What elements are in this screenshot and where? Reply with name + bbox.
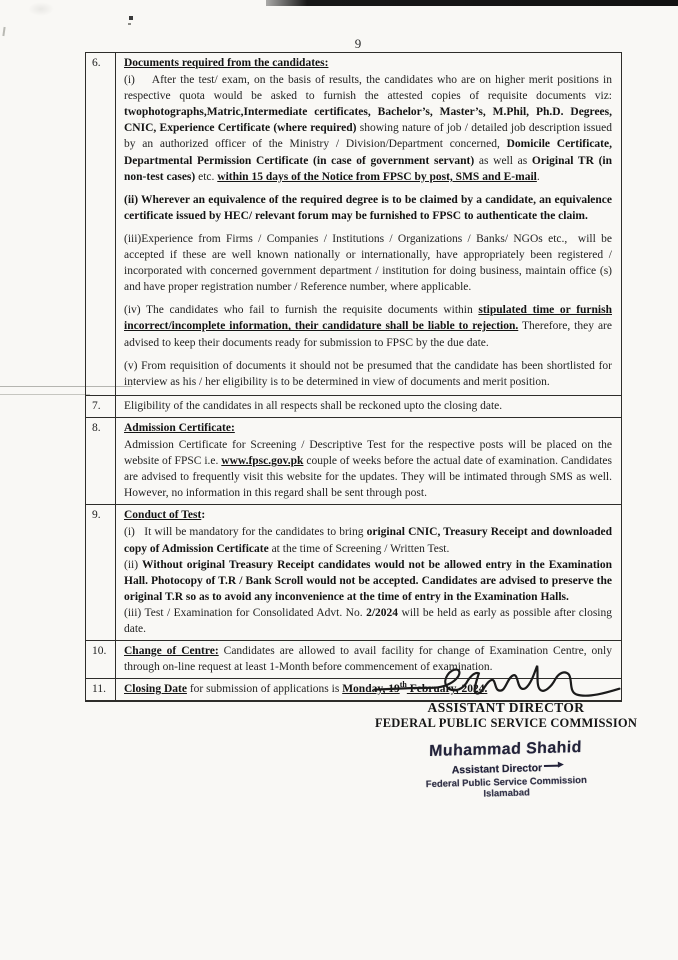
row-content [116,396,621,417]
text-run: (v) From requisition of documents it should not be presumed that the candidate has been shortlisted for interview as his / her eligibility is to be determined in view of documents and merit position. [124,359,612,388]
row-content [116,505,621,640]
text-run: as well as [478,154,532,167]
text-run: stipulated time or furnish incorrect/incomplete information, their candidature shall be liable to rejection. [124,304,612,333]
page-number: 9 [354,36,362,51]
text-run: (ii) [124,558,143,571]
text-run: Documents required from the candidates: [124,57,329,69]
table-row [86,396,621,418]
text-run: within 15 days of the Notice from FPSC by post, SMS and E-mail [217,170,537,183]
text-run: Admission Certificate: [124,421,235,434]
row-content [116,53,621,395]
signature-scribble-icon [368,660,626,704]
text-run: couple of weeks before the actual date of examination. Candidates are advised to frequently visit this website for the updates. They will be intimated through SMS as well. However, no information in this regard shall be sent through post. [124,455,612,500]
text-run: Without original Treasury Receipt candidates would not be allowed entry in the Examination Hall. Photocopy of T.R / Bank Scroll would not be accepted. Candidates are advised to preserve the original T.R so as to avoid any inconvenience at the time of entry in the Examination Halls. [124,558,612,603]
text-run: Monday, 19 [342,683,400,696]
signatory-title: ASSISTANT DIRECTOR [427,700,585,715]
scan-artifact-top-bar [266,0,678,6]
text-run: for submission of applications is [186,683,343,696]
text-run: Original TR (in non-test cases) [124,154,612,183]
scan-artifact-smudge [28,2,54,16]
text-run: (iv) The candidates who fail to furnish the requisite documents within [124,304,479,317]
row-paragraph [124,72,612,185]
row-number: 6. [86,53,116,395]
row-paragraph [124,358,612,390]
text-run: . [536,170,540,183]
text-run: 2/2024 [366,606,399,619]
text-run: at the time of Screening / Written Test. [268,542,450,555]
table-row [86,505,621,641]
scan-artifact-mark [2,27,5,36]
table-row [86,418,621,505]
official-stamp [349,737,662,803]
stamp-organization: Federal Public Service Commission [425,774,587,791]
text-run: (ii) Wherever an equivalence of the required degree is to be claimed by a candidate, an equivalence certificate issued by HEC/ relevant forum may be furnished to FPSC to authenticate the claim. [124,193,612,222]
row-content [116,418,621,504]
text-run: Change of Centre: [124,645,219,658]
text-run: Admission Certificate for Screening / Descriptive Test for the respective posts will be placed on the website of FPSC i.e. [124,438,612,468]
text-run: (i) After the test/ exam, on the basis of results, the candidates who are on higher merit positions in respective quota would be asked to furnish the attested copies of requisite documents viz: [124,74,612,103]
row-heading [124,55,612,71]
text-run: th [399,680,407,690]
text-run: Candidates are allowed to avail facility for change of Examination Centre, only through on-line request at least 1-Month before commencement of examination. [124,645,612,674]
text-run: Eligibility of the candidates in all respects shall be reckoned upto the closing date. [124,399,503,412]
text-run: : [201,509,206,522]
stamp-title: Assistant Director [451,762,543,777]
row-number: 7. [86,396,116,417]
row-paragraph [124,231,612,295]
row-number: 9. [86,505,116,640]
text-run: will be held as early as possible after closing date. [124,606,612,635]
text-run: Therefore, they are advised to keep their documents ready for submission to FPSC by the due date. [124,320,612,349]
text-run: (iii) Test / Examination for Consolidated Advt. No. [124,606,367,619]
stamp-arrow-mark [544,764,560,766]
table-row [86,53,621,396]
text-run: February, 2024. [406,683,488,696]
text-run: Closing Date [124,683,187,696]
stamp-name: Muhammad Shahid [428,738,583,761]
signatory-organization: FEDERAL PUBLIC SERVICE COMMISSION [374,716,638,730]
row-paragraph [124,398,612,414]
row-paragraph [124,557,612,605]
row-heading [124,420,612,436]
row-paragraph [124,605,612,637]
row-number: 10. [86,641,116,678]
text-run: Domicile Certificate, Departmental Permission Certificate (in case of government servant) [124,138,612,167]
row-number: 11. [86,679,116,700]
signature-block [350,660,662,799]
row-heading [124,507,612,523]
text-run: (iii)Experience from Firms / Companies / Institutions / Organizations / Banks/ NGOs etc., will be accepted if these are well known nationally or internationally, have appropriately been registered / incorporated with concerned government department / institution for doing business, maintain office (s) and have proper registration number / Reference number, where applicable. [124,232,612,294]
text-run: showing nature of job / detailed job description issued by an authorized officer of the Ministry / Division/Department concerned, [124,122,612,151]
scan-artifact-dot [129,16,133,20]
text-run: original CNIC, Treasury Receipt and downloaded copy of Admission Certificate [124,526,612,555]
row-paragraph [124,524,612,556]
text-run: Conduct of Test [124,509,202,522]
text-run: www.fpsc.gov.pk [221,455,304,468]
row-number: 8. [86,418,116,504]
row-paragraph [124,437,612,501]
text-run: twophotographs,Matric,Intermediate certificates, Bachelor’s, Master’s, M.Phil, Ph.D. Degrees, CNIC, Experience Certificate (where required) [124,106,612,135]
row-paragraph [124,192,612,224]
stamp-city: Islamabad [483,787,530,800]
text-run: (i) It will be mandatory for the candidates to bring [124,526,367,539]
scan-artifact-streak [0,394,90,395]
row-paragraph [124,302,612,350]
document-table [85,52,622,702]
text-run: etc. [198,170,218,183]
scan-artifact-dot [128,23,131,25]
